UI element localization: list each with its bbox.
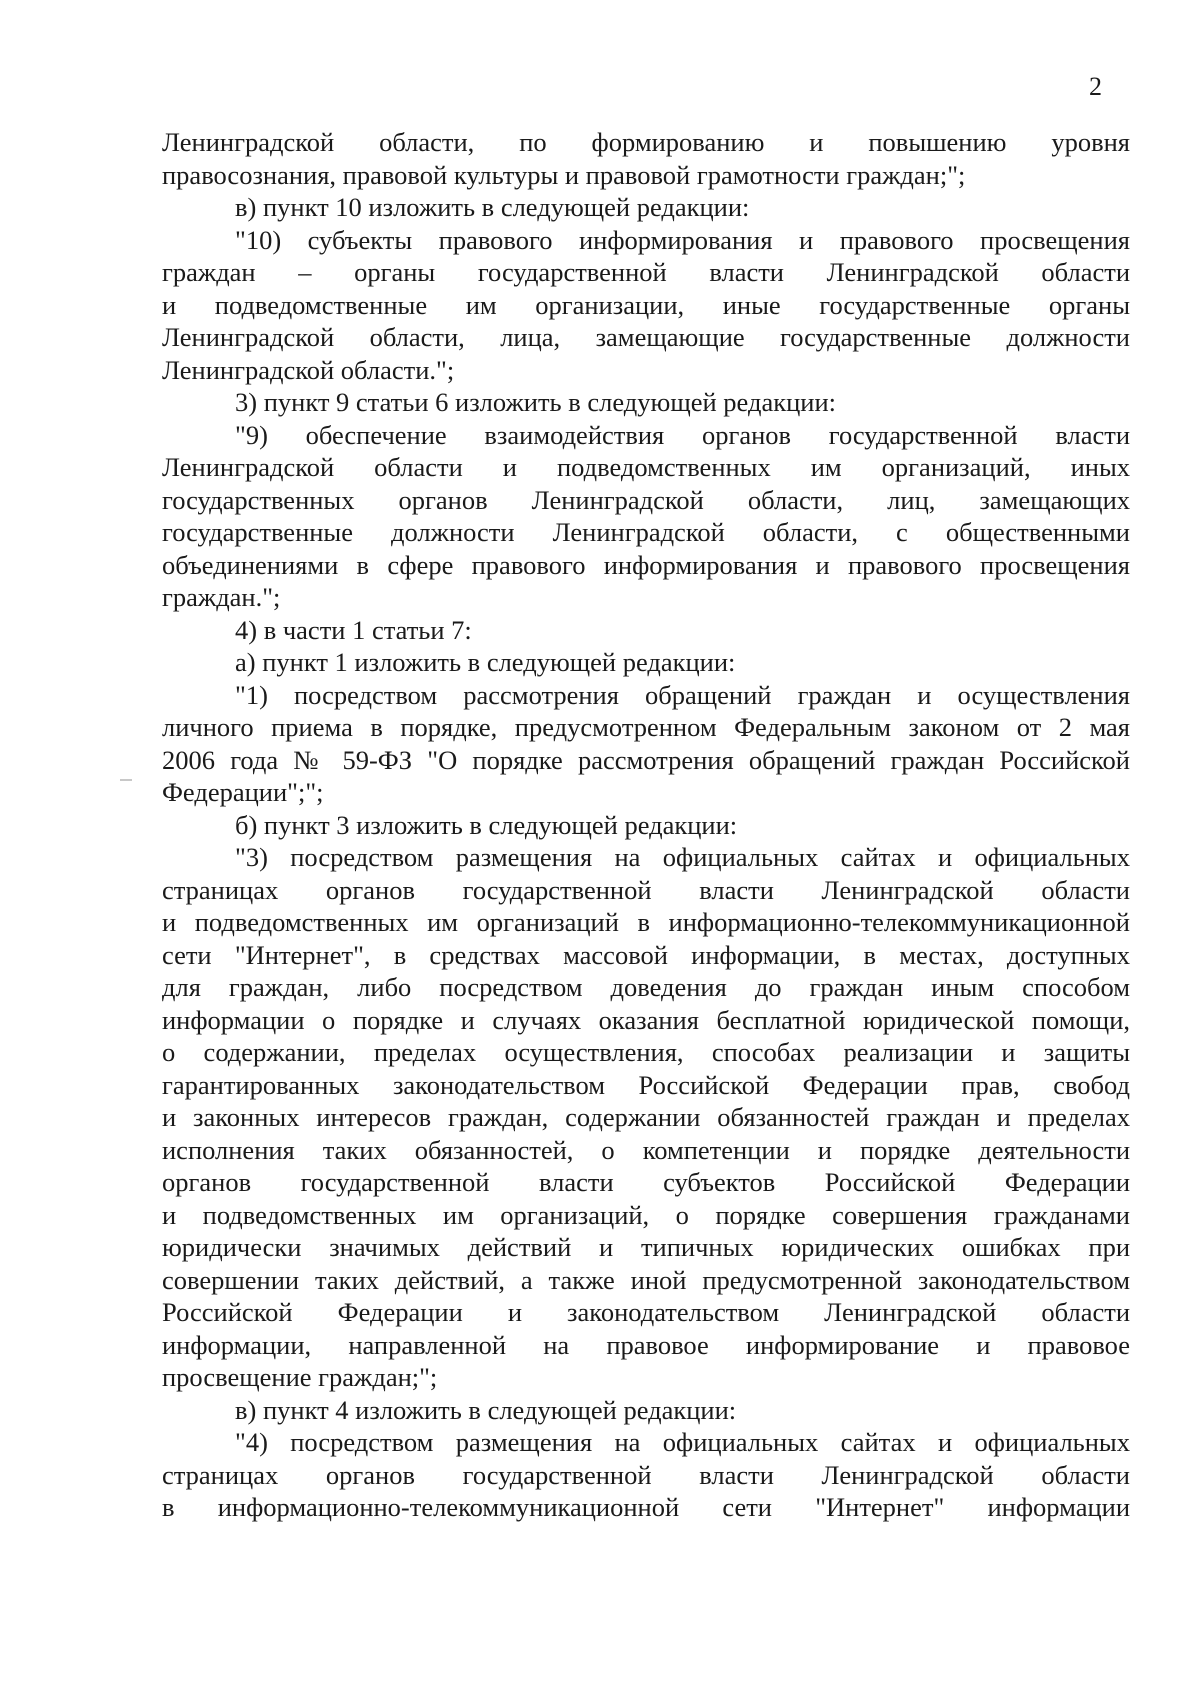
text-line: граждан – органы государственной власти Ленинградской области bbox=[162, 257, 1130, 287]
text-line: правосознания, правовой культуры и правовой грамотности граждан;"; bbox=[162, 159, 966, 190]
text-line: Ленинградской области."; bbox=[162, 354, 455, 385]
text-line: государственных органов Ленинградской области, лиц, замещающих bbox=[162, 484, 1130, 515]
text-line: Российской Федерации и законодательством Ленинградской области bbox=[162, 1297, 1130, 1327]
text-line: страницах органов государственной власти Ленинградской области bbox=[162, 874, 1130, 905]
text-line: "4) посредством размещения на официальных сайтах и официальных bbox=[235, 1427, 1130, 1457]
text-line: и законных интересов граждан, содержании обязанностей граждан и пределах bbox=[162, 1102, 1130, 1132]
text-line: Ленинградской области и подведомственных им организаций, иных bbox=[162, 452, 1130, 482]
text-line: сети "Интернет", в средствах массовой информации, в местах, доступных bbox=[162, 939, 1130, 970]
text-line: и подведомственных им организаций, о порядке совершения гражданами bbox=[162, 1199, 1130, 1230]
text-line: объединениями в сфере правового информирования и правового просвещения bbox=[162, 549, 1130, 580]
text-line: 3) пункт 9 статьи 6 изложить в следующей редакции: bbox=[235, 387, 836, 417]
text-line: "1) посредством рассмотрения обращений граждан и осуществления bbox=[235, 679, 1130, 710]
text-line: Ленинградской области, по формированию и повышению уровня bbox=[162, 127, 1130, 157]
text-line: и подведомственных им организаций в информационно-телекоммуникационной bbox=[162, 907, 1130, 937]
text-line: 4) в части 1 статьи 7: bbox=[235, 614, 472, 645]
text-line: органов государственной власти субъектов Российской Федерации bbox=[162, 1167, 1130, 1197]
text-line: страницах органов государственной власти Ленинградской области bbox=[162, 1459, 1130, 1490]
text-line: "9) обеспечение взаимодействия органов государственной власти bbox=[235, 419, 1130, 450]
text-line: информации о порядке и случаях оказания бесплатной юридической помощи, bbox=[162, 1004, 1130, 1035]
text-line: граждан."; bbox=[162, 582, 281, 612]
text-line: юридически значимых действий и типичных юридических ошибках при bbox=[162, 1232, 1130, 1262]
text-line: Федерации";"; bbox=[162, 777, 324, 807]
text-line: а) пункт 1 изложить в следующей редакции: bbox=[235, 647, 736, 677]
text-line: б) пункт 3 изложить в следующей редакции: bbox=[235, 809, 738, 840]
text-line: 2006 года № 59-ФЗ "О порядке рассмотрения обращений граждан Российской bbox=[162, 744, 1130, 775]
text-line: "3) посредством размещения на официальных сайтах и официальных bbox=[235, 842, 1130, 872]
document-body bbox=[162, 126, 1130, 1524]
text-line: для граждан, либо посредством доведения до граждан иным способом bbox=[162, 972, 1130, 1002]
text-line: информации, направленной на правовое информирование и правовое bbox=[162, 1329, 1130, 1360]
text-line: государственные должности Ленинградской области, с общественными bbox=[162, 517, 1130, 547]
text-line: и подведомственные им организации, иные государственные органы bbox=[162, 289, 1130, 320]
text-line: гарантированных законодательством Российской Федерации прав, свобод bbox=[162, 1069, 1130, 1100]
scan-margin-mark bbox=[120, 779, 132, 781]
text-line: совершении таких действий, а также иной предусмотренной законодательством bbox=[162, 1264, 1130, 1295]
text-line: в информационно-телекоммуникационной сети "Интернет" информации bbox=[162, 1492, 1130, 1522]
text-line: исполнения таких обязанностей, о компетенции и порядке деятельности bbox=[162, 1134, 1130, 1165]
text-line: личного приема в порядке, предусмотренном Федеральным законом от 2 мая bbox=[162, 712, 1130, 742]
text-line: в) пункт 10 изложить в следующей редакции: bbox=[235, 192, 750, 222]
text-line: просвещение граждан;"; bbox=[162, 1362, 438, 1392]
text-line: в) пункт 4 изложить в следующей редакции: bbox=[235, 1394, 737, 1425]
text-line: "10) субъекты правового информирования и правового просвещения bbox=[235, 224, 1130, 255]
text-line: о содержании, пределах осуществления, способах реализации и защиты bbox=[162, 1037, 1130, 1067]
page-number: 2 bbox=[1089, 72, 1102, 101]
text-line: Ленинградской области, лица, замещающие государственные должности bbox=[162, 322, 1130, 352]
